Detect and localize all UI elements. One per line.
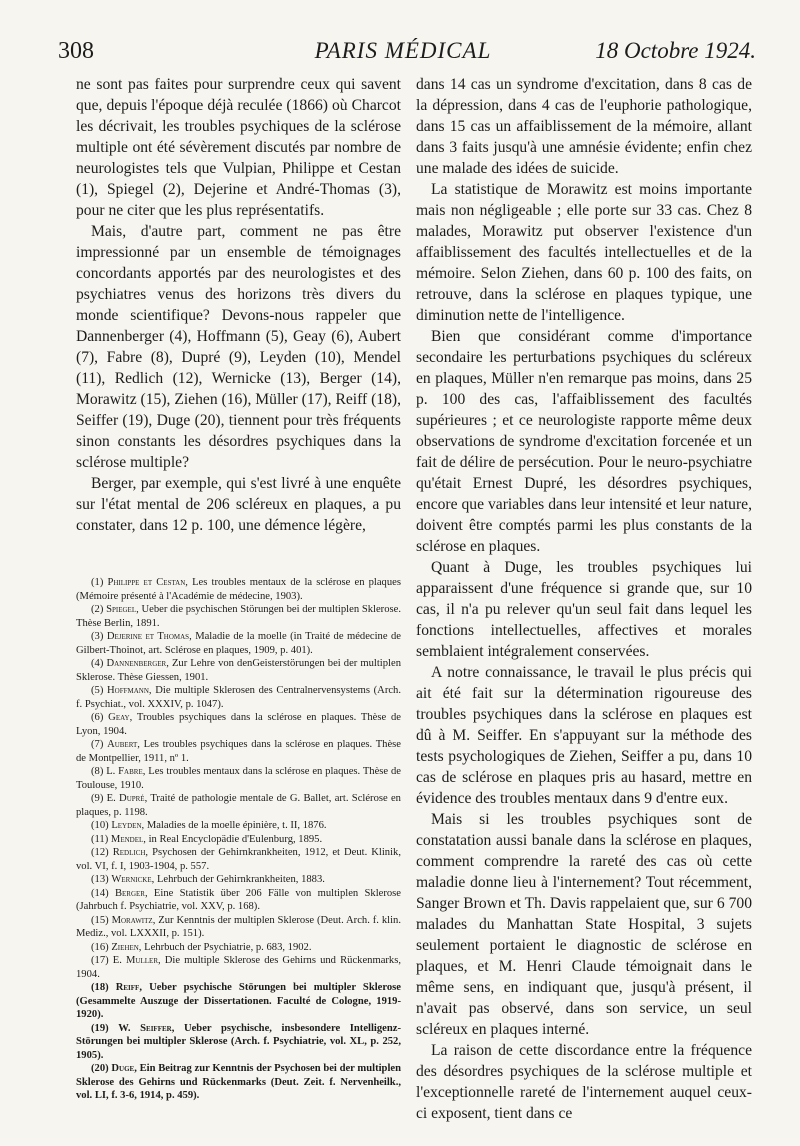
footnote-number: (19) bbox=[91, 1022, 109, 1034]
footnote-author: Reiff, bbox=[115, 982, 142, 993]
footnote bbox=[76, 738, 401, 765]
footnote-author: Geay, bbox=[108, 712, 133, 723]
footnote bbox=[76, 576, 401, 603]
footnote-number: (4) bbox=[91, 658, 104, 669]
paragraph: La statistique de Morawitz est moins importante mais non négligeable ; elle porte sur 33 cas. Chez 8 malades, Morawitz put observer l'existence d'un affaiblissement des facultés intellectuelles et de la mémoire. Selon Ziehen, dans 60 p. 100 des faits, on retrouve, dans la sclérose en plaques typique, une diminution nette de l'intelligence. bbox=[416, 181, 752, 324]
footnote-text: Maladies de la moelle épinière, t. II, 1876. bbox=[146, 820, 327, 831]
footnote-number: (12) bbox=[91, 847, 109, 858]
right-body-text bbox=[416, 74, 752, 1124]
footnote bbox=[76, 792, 401, 819]
footnote-author: Ziehen, bbox=[111, 941, 142, 953]
footnote-text: Die multiple Sklerosen des Centralnervensystems (Arch. f. Psychiat., vol. XXXIV, p. 1047). bbox=[76, 685, 401, 710]
footnote bbox=[76, 981, 401, 1022]
footnote-author: Redlich, bbox=[112, 847, 149, 858]
footnote bbox=[76, 603, 401, 630]
footnote-author: Aubert, bbox=[107, 739, 140, 750]
paragraph: Bien que considérant comme d'importance secondaire les perturbations psychiques du scléreux en plaques, Müller n'en remarque pas moins, dans 25 p. 100 des cas, l'affaiblissement des facultés supérieures ; et ce neurologiste rapporte même deux observations de syndrome d'excitation forcenée et un fait de délire de persécution. Pour le neuro-psychiatre qu'était Ernest Dupré, les désordres psychiques, encore que variables dans leur intensité et leur nature, doivent être comptés parmi les plus constants de la sclérose en plaques. bbox=[416, 328, 752, 555]
left-body-text bbox=[76, 74, 401, 536]
footnote-number: (6) bbox=[91, 712, 104, 723]
footnote-author: E. Dupré, bbox=[106, 793, 148, 804]
footnote-number: (18) bbox=[91, 982, 109, 993]
footnote-text: Eine Statistik über 206 Fälle von multiplen Sklerose (Jahrbuch f. Psychiatrie, vol. XXV, p. 168). bbox=[76, 887, 401, 912]
footnote-number: (15) bbox=[91, 914, 109, 926]
paragraph: Mais si les troubles psychiques sont de constatation aussi banale dans la sclérose en plaques, comment comprendre la rareté des cas où cette maladie donne lieu à l'internement? Tout récemment, Sanger Brown et Th. Davis rappelaient que, sur 6 700 malades du Manhattan State Hospital, 3 sujets seulement portaient le diagnostic de sclérose en plaques, et M. Henri Claude témoignait dans le même sens, en indiquant que, jusqu'à présent, il n'avait pas observé, dans son service, un seul scléreux en plaques interné. bbox=[416, 811, 752, 1038]
footnote-text: Troubles psychiques dans la sclérose en plaques. Thèse de Lyon, 1904. bbox=[76, 712, 401, 737]
footnote-number: (16) bbox=[91, 941, 109, 953]
footnote bbox=[76, 819, 401, 833]
footnote-number: (10) bbox=[91, 820, 109, 831]
paragraph: Quant à Duge, les troubles psychiques lui apparaissent d'une fréquence si grande que, sur 10 cas, il n'a pu relever qu'un seul fait dans lequel les fonctions intellectuelles, affectives et morales semblaient intégralement conservées. bbox=[416, 559, 752, 660]
footnote bbox=[76, 914, 401, 941]
left-column bbox=[76, 74, 401, 1103]
footnote-text: Les troubles mentaux dans la sclérose en plaques. Thèse de Toulouse, 1910. bbox=[76, 766, 401, 791]
footnote-author: Wernicke, bbox=[111, 874, 155, 885]
footnote-text: Die multiple Sklerose des Gehirns und Rückenmarks, 1904. bbox=[76, 955, 401, 980]
paragraph: Berger, par exemple, qui s'est livré à une enquête sur l'état mental de 206 scléreux en plaques, a pu constater, dans 12 p. 100, une démence légère, bbox=[76, 475, 401, 534]
footnote-text: Lehrbuch der Psychiatrie, p. 683, 1902. bbox=[144, 941, 312, 953]
footnote-author: Leyden, bbox=[111, 820, 145, 831]
footnotes bbox=[76, 576, 401, 1103]
footnote-number: (2) bbox=[91, 604, 104, 615]
footnote-number: (11) bbox=[91, 833, 109, 845]
footnote-text: Zur Kenntnis der multiplen Sklerose (Deut. Arch. f. klin. Mediz., vol. LXXXII, p. 151). bbox=[76, 914, 401, 939]
page-header bbox=[50, 38, 756, 72]
footnote-number: (1) bbox=[91, 577, 104, 588]
footnote-text: Ueber psychische, insbesondere Intelligenz-Störungen bei multipler Sklerose (Arch. f. Psychiatrie, vol. XL, p. 252, 1905). bbox=[76, 1022, 401, 1061]
footnote-number: (3) bbox=[91, 631, 104, 642]
footnote-text: in Real Encyclopädie d'Eulenburg, 1895. bbox=[148, 833, 323, 845]
footnote bbox=[76, 1062, 401, 1103]
footnote-author: Duge, bbox=[111, 1063, 137, 1074]
page-number: 308 bbox=[58, 38, 94, 64]
footnote-text: Ueber psychische Störungen bei multipler Sklerose (Gesammelte Auszuge der Dissertationen. Faculté de Cologne, 1919-1920). bbox=[76, 982, 401, 1020]
footnote bbox=[76, 657, 401, 684]
paragraph: A notre connaissance, le travail le plus précis qui ait été fait sur la détermination rigoureuse des troubles psychiques dans la sclérose en plaques est dû à M. Seiffer. En s'appuyant sur la méthode des tests psychologiques de Ziehen, Seiffer a pu, dans 10 cas de sclérose en plaques pris au hasard, mettre en évidence des troubles mentaux dans 9 d'entre eux. bbox=[416, 664, 752, 807]
footnote-author: W. Seiffer, bbox=[118, 1022, 175, 1034]
footnote bbox=[76, 684, 401, 711]
issue-date: 18 Octobre 1924. bbox=[595, 38, 756, 63]
footnote bbox=[76, 833, 401, 847]
footnote bbox=[76, 873, 401, 887]
footnote bbox=[76, 711, 401, 738]
footnote-text: Lehrbuch der Gehirnkrankheiten, 1883. bbox=[156, 874, 325, 885]
footnote bbox=[76, 630, 401, 657]
paragraph: dans 14 cas un syndrome d'excitation, dans 8 cas de la dépression, dans 4 cas de l'euphorie pathologique, dans 15 cas un affaiblissement de la mémoire, allant dans 3 faits jusqu'à une amnésie évidente; enfin chez une malade des idées de suicide. bbox=[416, 76, 752, 177]
footnote-author: E. Muller, bbox=[112, 955, 161, 966]
footnote-author: Dejerine et Thomas, bbox=[106, 631, 192, 642]
paragraph: La raison de cette discordance entre la fréquence des désordres psychiques de la sclérose multiple et l'exceptionnelle rareté de l'internement auquel ceux-ci exposent, tient dans ce bbox=[416, 1042, 752, 1122]
footnote bbox=[76, 954, 401, 981]
footnote bbox=[76, 1022, 401, 1063]
footnote bbox=[76, 765, 401, 792]
footnote-author: Mendel, bbox=[110, 833, 146, 845]
journal-title: PARIS MÉDICAL bbox=[314, 38, 492, 63]
footnote-author: Dannenberger, bbox=[106, 658, 169, 669]
footnote-text: Les troubles psychiques dans la sclérose en plaques. Thèse de Montpellier, 1911, nº 1. bbox=[76, 739, 401, 764]
footnote-text: Ueber die psychischen Störungen bei der multiplen Sklerose. Thèse Berlin, 1891. bbox=[76, 604, 401, 629]
footnote-author: Hoffmann, bbox=[107, 685, 152, 696]
footnote-number: (20) bbox=[91, 1063, 109, 1074]
footnote bbox=[76, 941, 401, 955]
paragraph: ne sont pas faites pour surprendre ceux qui savent que, depuis l'époque déjà reculée (1866) où Charcot les décrivait, les troubles psychiques de la sclérose multiple ont été sévèrement discutés par nombre de neurologistes tels que Vulpian, Philippe et Cestan (1), Spiegel (2), Dejerine et André-Thomas (3), pour ne citer que les plus représentatifs. bbox=[76, 76, 401, 219]
footnote-number: (13) bbox=[91, 874, 109, 885]
footnote-text: Maladie de la moelle (in Traité de médecine de Gilbert-Thoinot, art. Sclérose en plaques, 1909, p. 401). bbox=[76, 631, 401, 656]
footnote-author: Spiegel, bbox=[106, 604, 139, 615]
footnote-number: (7) bbox=[91, 739, 104, 750]
footnote-author: Philippe et Cestan, bbox=[107, 577, 188, 588]
footnote-number: (8) bbox=[91, 766, 104, 777]
paragraph: Mais, d'autre part, comment ne pas être impressionné par un ensemble de témoignages concordants apportés par des neurologistes et des psychiatres venus des horizons très divers du monde scientifique? Devons-nous rappeler que Dannenberger (4), Hoffmann (5), Geay (6), Aubert (7), Fabre (8), Dupré (9), Leyden (10), Mendel (11), Redlich (12), Wernicke (13), Berger (14), Morawitz (15), Ziehen (16), Müller (17), Reiff (18), Seiffer (19), Duge (20), tiennent pour très fréquents sinon constants les désordres psychiques dans la sclérose multiple? bbox=[76, 223, 401, 471]
footnote bbox=[76, 846, 401, 873]
footnote bbox=[76, 887, 401, 914]
footnote-text: Les troubles mentaux de la sclérose en plaques (Mémoire présenté à l'Académie de médecine, 1903). bbox=[76, 577, 401, 602]
footnote-text: Psychosen der Gehirnkrankheiten, 1912, et Deut. Klinik, vol. VI, f. I, 1903-1904, p. 557. bbox=[76, 847, 401, 872]
footnote-text: Ein Beitrag zur Kenntnis der Psychosen bei der multiplen Sklerose des Gehirns und Rückenmarks (Deut. Zeit. f. Nervenheilk., vol. LI, f. 3-6, 1914, p. 459). bbox=[76, 1063, 401, 1101]
footnote-text: Traité de pathologie mentale de G. Ballet, art. Sclérose en plaques, p. 1198. bbox=[76, 793, 401, 818]
right-column bbox=[416, 74, 752, 1124]
footnote-text: Zur Lehre von denGeisterstörungen bei der multiplen Sklerose. Thèse Giessen, 1901. bbox=[76, 658, 401, 683]
footnote-number: (14) bbox=[91, 887, 109, 899]
footnote-author: Berger, bbox=[114, 887, 148, 899]
footnote-number: (5) bbox=[91, 685, 104, 696]
footnote-number: (9) bbox=[91, 793, 104, 804]
footnote-author: Morawitz, bbox=[111, 914, 156, 926]
footnote-number: (17) bbox=[91, 955, 109, 966]
footnote-author: L. Fabre, bbox=[106, 766, 146, 777]
